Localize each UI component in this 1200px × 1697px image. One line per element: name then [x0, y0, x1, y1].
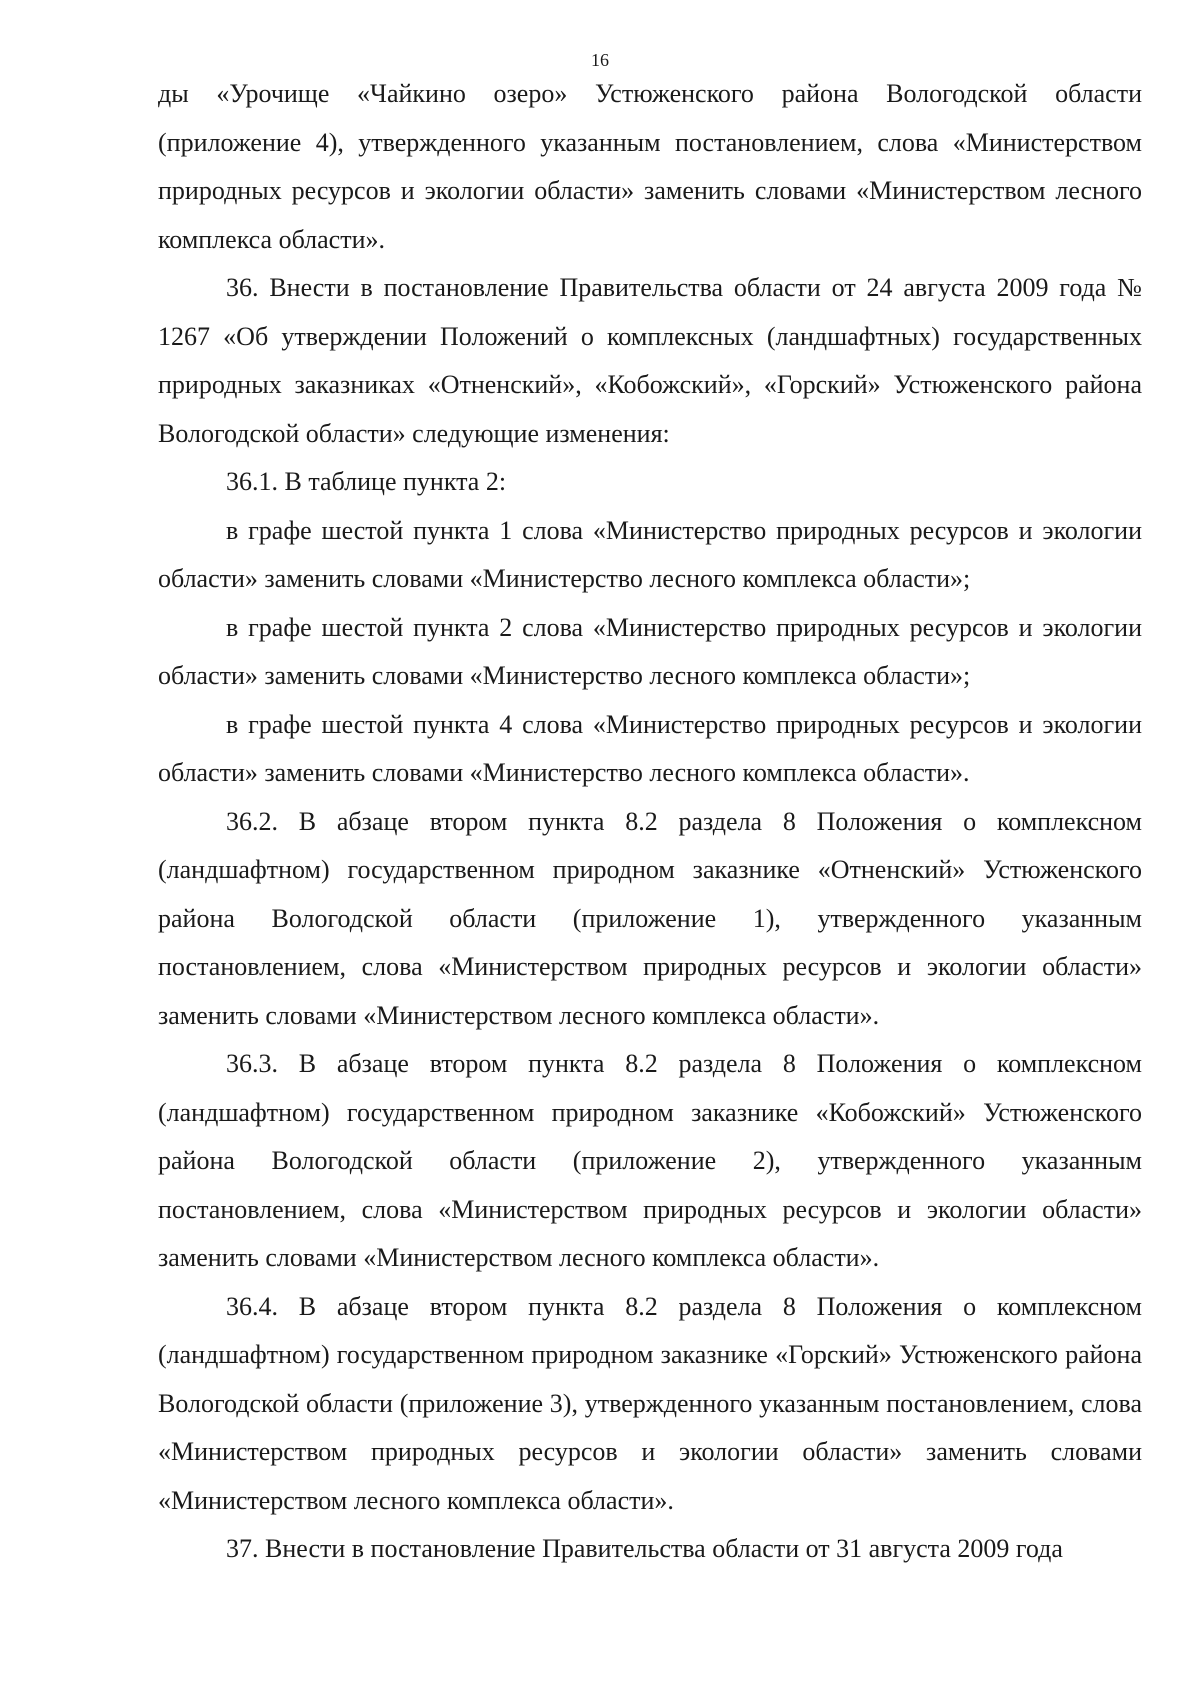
paragraph-continuation: ды «Урочище «Чайкино озеро» Устюженского района Вологодской области (приложение 4), утвержденного указанным постановлением, слова «Министерством природных ресурсов и экологии области» заменить словами «Министерством лесного комплекса области».: [158, 79, 1142, 254]
page-number: 16: [591, 50, 609, 70]
paragraph-item-37: 37. Внести в постановление Правительства области от 31 августа 2009 года: [226, 1534, 1063, 1563]
document-body: [158, 70, 1142, 1574]
paragraph-item-36-4: 36.4. В абзаце втором пункта 8.2 раздела 8 Положения о комплексном (ландшафтном) государственном природном заказнике «Горский» Устюженского района Вологодской области (приложение 3), утвержденного указанным постановлением, слова «Министерством природных ресурсов и экологии области» заменить словами «Министерством лесного комплекса области».: [158, 1291, 1142, 1515]
paragraph-item-36-3: 36.3. В абзаце втором пункта 8.2 раздела 8 Положения о комплексном (ландшафтном) государственном природном заказнике «Кобожский» Устюженского района Вологодской области (приложение 2), утвержденного указанным постановлением, слова «Министерством природных ресурсов и экологии области» заменить словами «Министерством лесного комплекса области».: [158, 1049, 1142, 1272]
paragraph-item-36-1: 36.1. В таблице пункта 2:: [226, 467, 507, 496]
paragraph-item-36-2: 36.2. В абзаце втором пункта 8.2 раздела 8 Положения о комплексном (ландшафтном) государственном природном заказнике «Отненский» Устюженского района Вологодской области (приложение 1), утвержденного указанным постановлением, слова «Министерством природных ресурсов и экологии области» заменить словами «Министерством лесного комплекса области».: [158, 806, 1142, 1030]
paragraph-column-six-item-1: в графе шестой пункта 1 слова «Министерство природных ресурсов и экологии области» заменить словами «Министерство лесного комплекса области»;: [158, 515, 1142, 593]
paragraph-column-six-item-4: в графе шестой пункта 4 слова «Министерство природных ресурсов и экологии области» заменить словами «Министерство лесного комплекса области».: [158, 709, 1142, 787]
paragraph-item-36: 36. Внести в постановление Правительства области от 24 августа 2009 года № 1267 «Об утверждении Положений о комплексных (ландшафтных) государственных природных заказниках «Отненский», «Кобожский», «Горский» Устюженского района Вологодской области» следующие изменения:: [158, 273, 1142, 448]
paragraph-column-six-item-2: в графе шестой пункта 2 слова «Министерство природных ресурсов и экологии области» заменить словами «Министерство лесного комплекса области»;: [158, 612, 1142, 690]
